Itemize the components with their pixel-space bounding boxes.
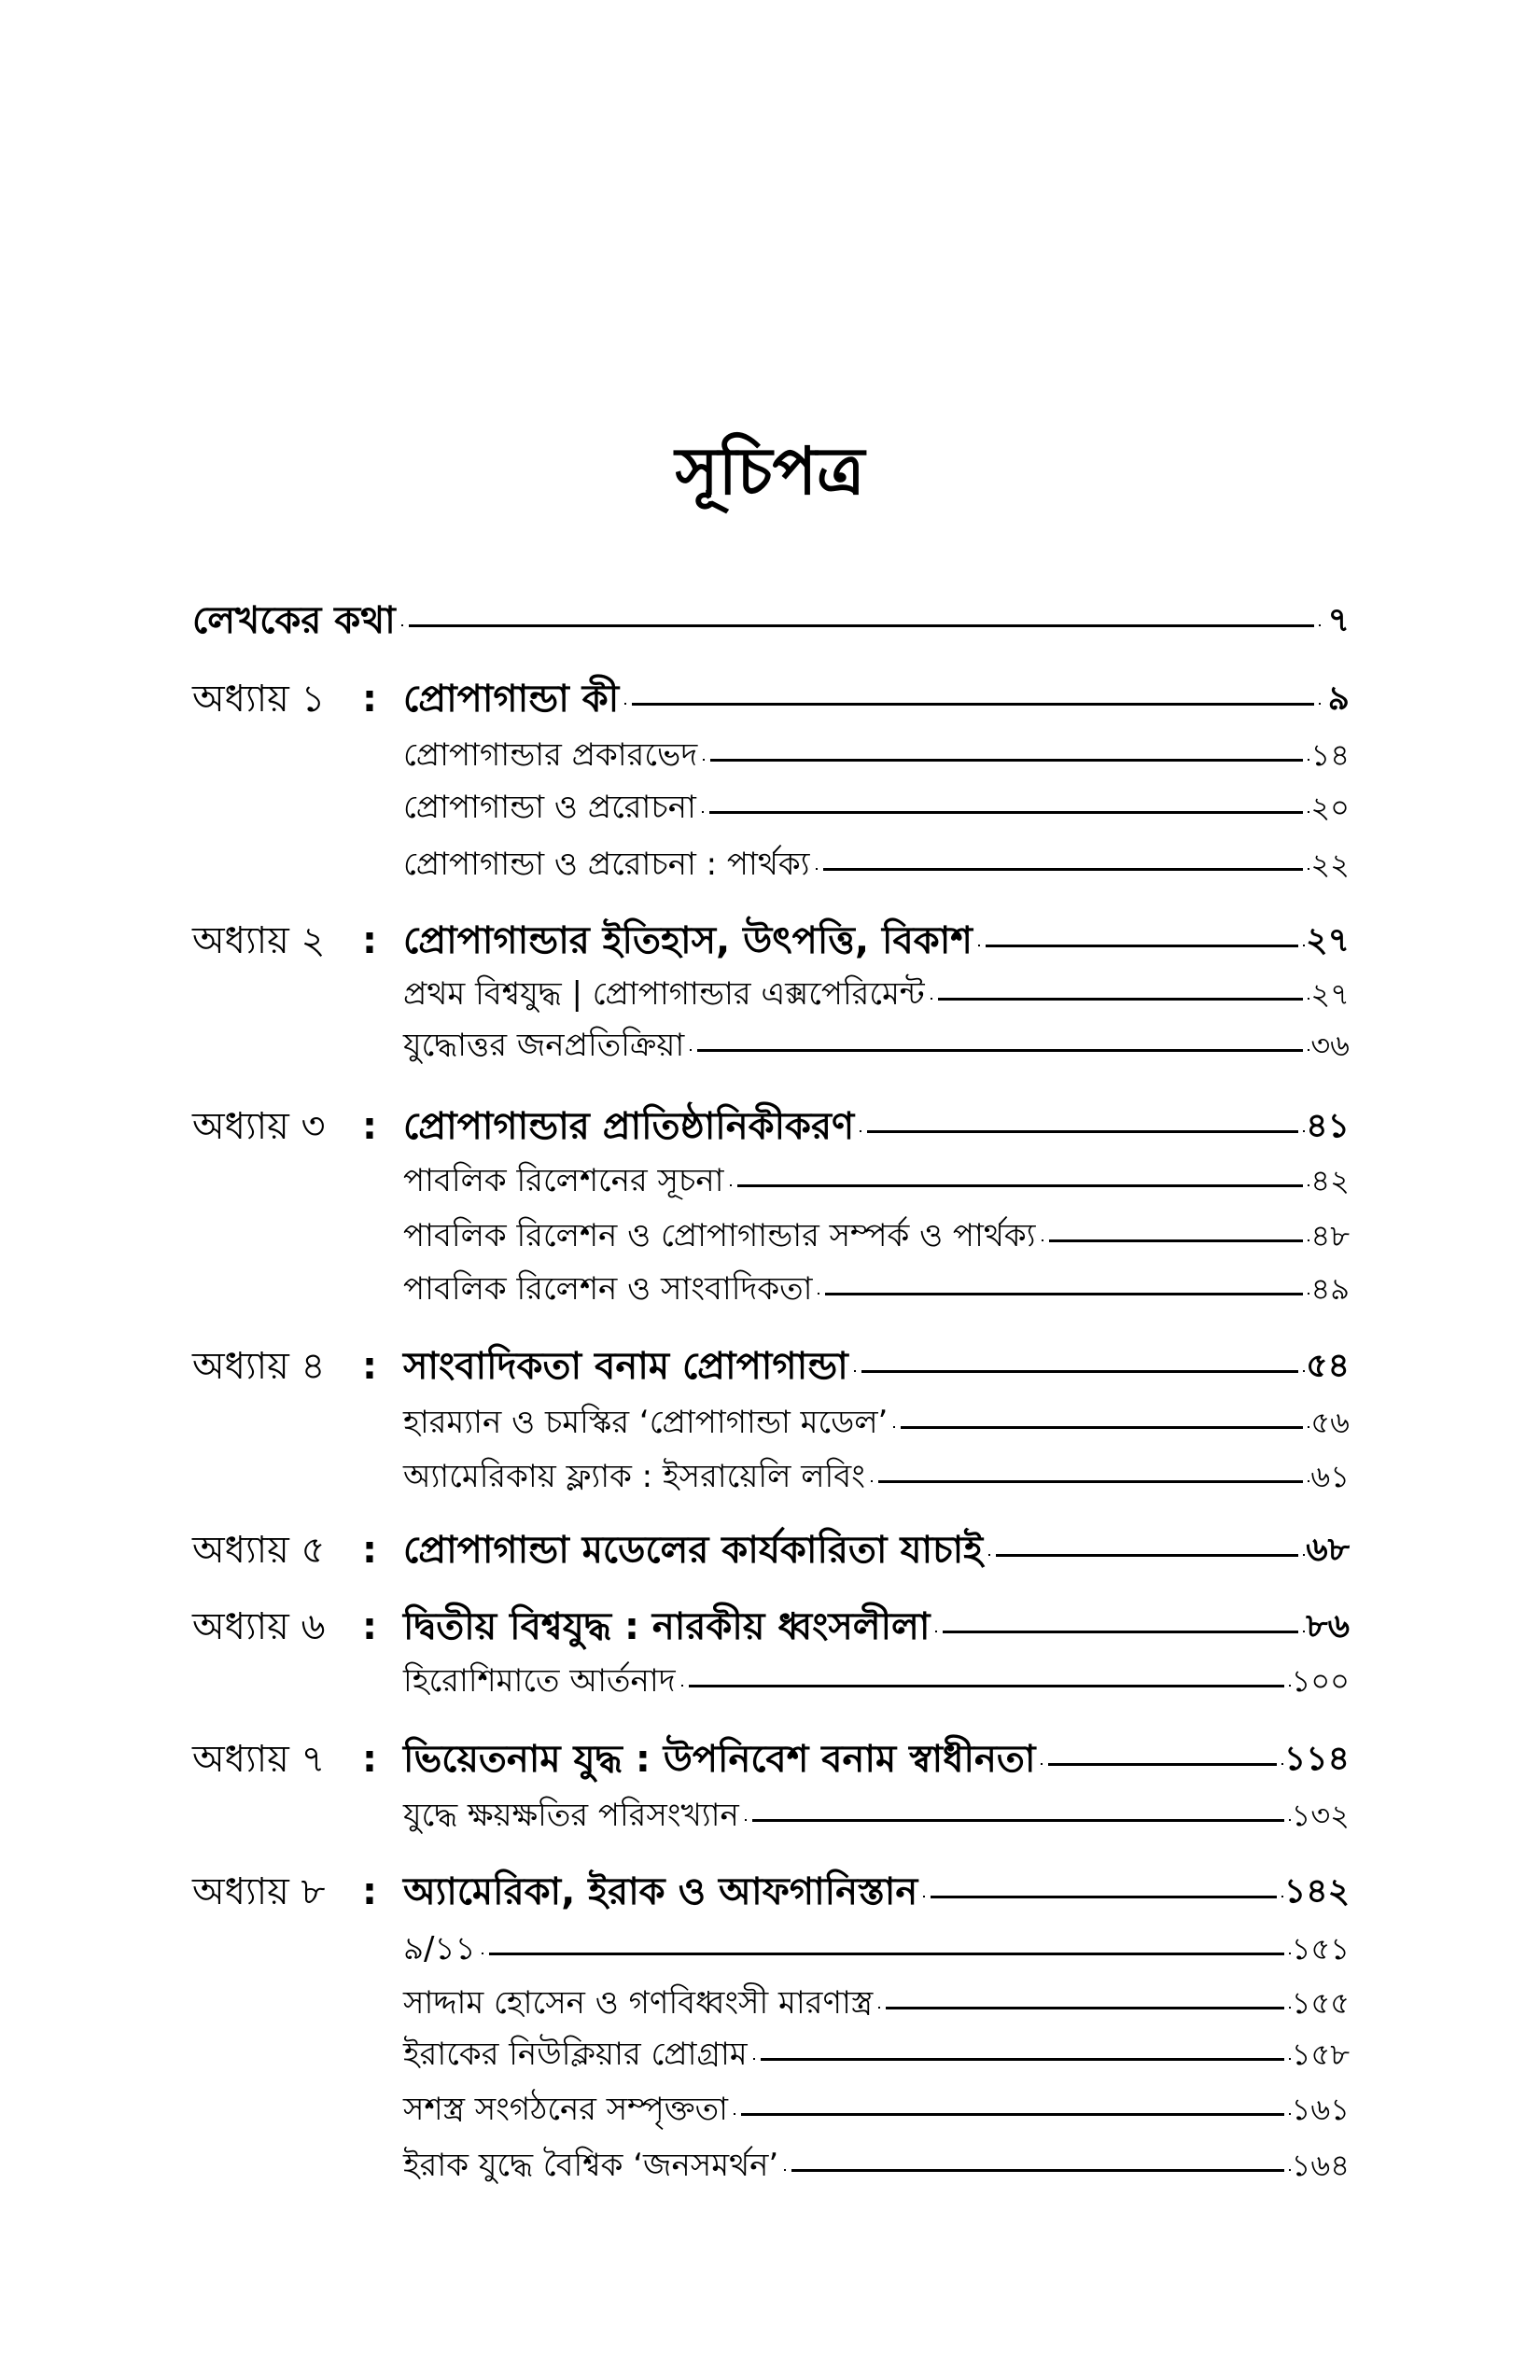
- page-title: সূচিপত্র: [675, 433, 865, 510]
- toc-section[interactable]: [192, 1653, 1350, 1709]
- page-number: ১০০: [1291, 1663, 1350, 1699]
- page-number: ৬৮: [1306, 1531, 1350, 1569]
- page-number: ৭: [1327, 601, 1350, 639]
- section-title: প্রোপাগান্ডার প্রকারভেদ: [403, 736, 698, 774]
- dot-leader: [825, 1293, 1303, 1295]
- section-title: যুদ্ধে ক্ষয়ক্ষতির পরিসংখ্যান: [403, 1797, 739, 1834]
- page-number: ৬১: [1310, 1459, 1350, 1494]
- entry-title: লেখকের কথা: [192, 599, 396, 642]
- toc-section[interactable]: [192, 1787, 1350, 1843]
- toc-section[interactable]: [192, 727, 1350, 783]
- toc-section[interactable]: [192, 966, 1350, 1022]
- chapter-label: অধ্যায় ৮: [192, 1870, 326, 1913]
- dot-leader: [761, 2058, 1284, 2061]
- page-number: ৪৯: [1310, 1271, 1350, 1307]
- section-title: প্রথম বিশ্বযুদ্ধ | প্রোপাগান্ডার এক্সপেরিমেন্ট: [403, 975, 925, 1013]
- toc-section[interactable]: [192, 2137, 1350, 2193]
- page-number: ১৪: [1310, 737, 1350, 773]
- section-title: সশস্ত্র সংগঠনের সম্পৃক্ততা: [403, 2091, 729, 2128]
- page-number: ১৬১: [1291, 2092, 1350, 2127]
- section-title: পাবলিক রিলেশনের সূচনা: [403, 1162, 724, 1199]
- chapter-colon: :: [362, 1345, 377, 1388]
- section-title: প্রোপাগান্ডা ও প্ররোচনা: [403, 789, 696, 826]
- page-number: ২২: [1310, 847, 1350, 882]
- dot-leader: [823, 868, 1304, 871]
- toc-chapter-4[interactable]: [192, 1338, 1350, 1394]
- toc-section[interactable]: [192, 1261, 1350, 1317]
- toc-section[interactable]: [192, 1394, 1350, 1450]
- toc-entry-preface[interactable]: [192, 593, 1350, 649]
- chapter-title: ভিয়েতনাম যুদ্ধ : উপনিবেশ বনাম স্বাধীনতা: [403, 1738, 1036, 1781]
- dot-leader: [632, 703, 1314, 706]
- dot-leader: [878, 1480, 1304, 1483]
- page-number: ৫৬: [1310, 1405, 1350, 1440]
- dot-leader: [1049, 1239, 1304, 1242]
- dot-leader: [996, 1554, 1298, 1557]
- dot-leader: [901, 1426, 1303, 1429]
- chapter-label: অধ্যায় ২: [192, 919, 326, 962]
- chapter-colon: :: [362, 1529, 377, 1572]
- dot-leader: [741, 2113, 1284, 2116]
- toc-section[interactable]: [192, 1921, 1350, 1977]
- page-number: ৪২: [1310, 1163, 1350, 1198]
- chapter-title: অ্যামেরিকা, ইরাক ও আফগানিস্তান: [403, 1870, 918, 1913]
- toc-section[interactable]: [192, 1975, 1350, 2031]
- page-number: ৫৪: [1306, 1347, 1350, 1385]
- section-title: অ্যামেরিকায় ফ্ল্যাক : ইসরায়েলি লবিং: [403, 1458, 865, 1495]
- page-number: ১৫১: [1291, 1931, 1350, 1967]
- dot-leader: [867, 1130, 1298, 1133]
- toc-section[interactable]: [192, 836, 1350, 892]
- section-title: পাবলিক রিলেশন ও সাংবাদিকতা: [403, 1270, 813, 1308]
- page-number: ২০: [1310, 790, 1350, 825]
- chapter-title: প্রোপাগান্ডা মডেলের কার্যকারিতা যাচাই: [403, 1529, 984, 1572]
- section-title: হারম্যান ও চমস্কির ‘প্রোপাগান্ডা মডেল’: [403, 1404, 889, 1441]
- toc-chapter-2[interactable]: [192, 913, 1350, 969]
- dot-leader: [709, 811, 1304, 814]
- toc-chapter-8[interactable]: [192, 1864, 1350, 1920]
- toc-section[interactable]: [192, 2081, 1350, 2137]
- section-title: পাবলিক রিলেশন ও প্রোপাগান্ডার সম্পর্ক ও পার্থক্য: [403, 1217, 1036, 1254]
- dot-leader: [689, 1685, 1284, 1687]
- toc-chapter-5[interactable]: [192, 1522, 1350, 1578]
- chapter-label: অধ্যায় ৭: [192, 1738, 326, 1781]
- dot-leader: [737, 1184, 1304, 1187]
- page-number: ৪৮: [1310, 1218, 1350, 1253]
- chapter-title: দ্বিতীয় বিশ্বযুদ্ধ : নারকীয় ধ্বংসলীলা: [403, 1605, 931, 1648]
- page-number: ৮৬: [1306, 1607, 1350, 1645]
- page-number: ৩৬: [1310, 1028, 1350, 1063]
- toc-section[interactable]: [192, 1449, 1350, 1505]
- dot-leader: [489, 1953, 1284, 1955]
- toc-section[interactable]: [192, 1153, 1350, 1209]
- page-number: ১৫৫: [1291, 1985, 1350, 2021]
- section-title: ইরাক যুদ্ধে বৈশ্বিক ‘জনসমর্থন’: [403, 2147, 779, 2184]
- dot-leader: [886, 2007, 1283, 2009]
- dot-leader: [986, 945, 1298, 947]
- dot-leader: [710, 759, 1303, 762]
- chapter-title: সাংবাদিকতা বনাম প্রোপাগান্ডা: [403, 1345, 848, 1388]
- chapter-label: অধ্যায় ৩: [192, 1105, 326, 1148]
- chapter-colon: :: [362, 1105, 377, 1148]
- chapter-colon: :: [362, 678, 377, 721]
- chapter-colon: :: [362, 1870, 377, 1913]
- chapter-label: অধ্যায় ৪: [192, 1345, 326, 1388]
- page-number: ৯: [1327, 679, 1350, 718]
- section-title: যুদ্ধোত্তর জনপ্রতিক্রিয়া: [403, 1027, 685, 1064]
- page-number: ৪১: [1306, 1107, 1350, 1145]
- page-number: ১১৪: [1283, 1740, 1350, 1778]
- chapter-label: অধ্যায় ৬: [192, 1605, 326, 1648]
- toc-chapter-3[interactable]: [192, 1099, 1350, 1155]
- page-number: ১৫৮: [1291, 2037, 1350, 2072]
- dot-leader: [409, 624, 1314, 627]
- dot-leader: [1048, 1763, 1276, 1766]
- toc-section[interactable]: [192, 2026, 1350, 2082]
- section-title: প্রোপাগান্ডা ও প্ররোচনা : পার্থক্য: [403, 846, 810, 883]
- toc-entry: [192, 593, 1350, 649]
- toc-section[interactable]: [192, 1208, 1350, 1264]
- dot-leader: [861, 1370, 1299, 1373]
- dot-leader: [697, 1049, 1303, 1052]
- section-title: সাদ্দাম হোসেন ও গণবিধ্বংসী মারণাস্ত্র: [403, 1984, 874, 2022]
- chapter-colon: :: [362, 1738, 377, 1781]
- dot-leader: [931, 1896, 1277, 1898]
- toc-chapter-1[interactable]: [192, 671, 1350, 727]
- chapter-colon: :: [362, 919, 377, 962]
- toc-section[interactable]: [192, 779, 1350, 835]
- toc-section[interactable]: [192, 1017, 1350, 1073]
- dot-leader: [791, 2169, 1283, 2172]
- page-number: ২৭: [1306, 921, 1350, 959]
- page-number: ১৩২: [1291, 1798, 1350, 1833]
- dot-leader: [943, 1631, 1298, 1633]
- dot-leader: [938, 998, 1304, 1001]
- page-number: ২৭: [1310, 976, 1350, 1012]
- chapter-label: অধ্যায় ১: [192, 678, 326, 721]
- dot-leader: [752, 1819, 1284, 1822]
- toc-chapter-7[interactable]: [192, 1731, 1350, 1787]
- chapter-label: অধ্যায় ৫: [192, 1529, 326, 1572]
- section-title: ইরাকের নিউক্লিয়ার প্রোগ্রাম: [403, 2036, 748, 2073]
- chapter-title: প্রোপাগান্ডা কী: [403, 678, 620, 721]
- page-number: ১৪২: [1283, 1872, 1350, 1911]
- section-title: ৯/১১: [403, 1930, 476, 1967]
- chapter-title: প্রোপাগান্ডার ইতিহাস, উৎপত্তি, বিকাশ: [403, 919, 973, 962]
- toc-chapter-6[interactable]: [192, 1599, 1350, 1655]
- page-number: ১৬৪: [1291, 2148, 1350, 2183]
- chapter-colon: :: [362, 1605, 377, 1648]
- section-title: হিরোশিমাতে আর্তনাদ: [403, 1662, 676, 1700]
- chapter-title: প্রোপাগান্ডার প্রাতিষ্ঠানিকীকরণ: [403, 1105, 855, 1148]
